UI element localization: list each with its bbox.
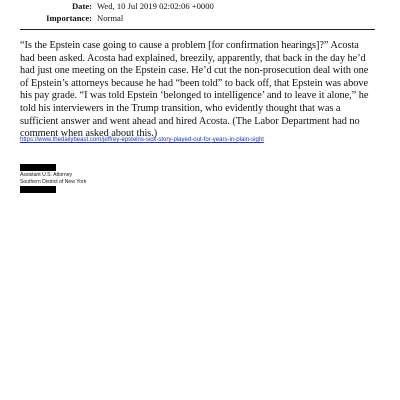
- importance-row: [22, 12, 382, 24]
- redacted-contact-block: [20, 186, 56, 193]
- signature-title: Assistant U.S. Attorney: [20, 172, 73, 178]
- date-label: Date:: [71, 1, 92, 11]
- header-divider: [20, 29, 375, 30]
- date-row: [22, 0, 382, 12]
- redacted-name-block: [20, 164, 56, 171]
- importance-value: Normal: [97, 13, 124, 23]
- date-value: Wed, 10 Jul 2019 02:02:06 +0000: [97, 1, 214, 11]
- importance-label: Importance:: [46, 13, 92, 23]
- article-link[interactable]: https://www.thedailybeast.com/jeffrey-epsteins-sick-story-played-out-for-years-in-plain-sight: [20, 137, 264, 143]
- email-header: [22, 0, 382, 24]
- email-body-paragraph: “Is the Epstein case going to cause a problem [for confirmation hearings]?” Acosta had been asked. Acosta had explained, breezily, apparently, that back in the day he’d had just one meeting on the Epstein case. He’d cut the non-prosecution deal with one of Epstein’s attorneys because he had “been told” to back off, that Epstein was above his pay grade. “I was told Epstein ‘belonged to intelligence’ and to leave it alone,” he told his interviewers in the Trump transition, who evidently thought that was a sufficient answer and went ahead and hired Acosta. (The Labor Department had no comment when asked about this.): [20, 40, 369, 140]
- signature-office: Southern District of New York: [20, 179, 87, 185]
